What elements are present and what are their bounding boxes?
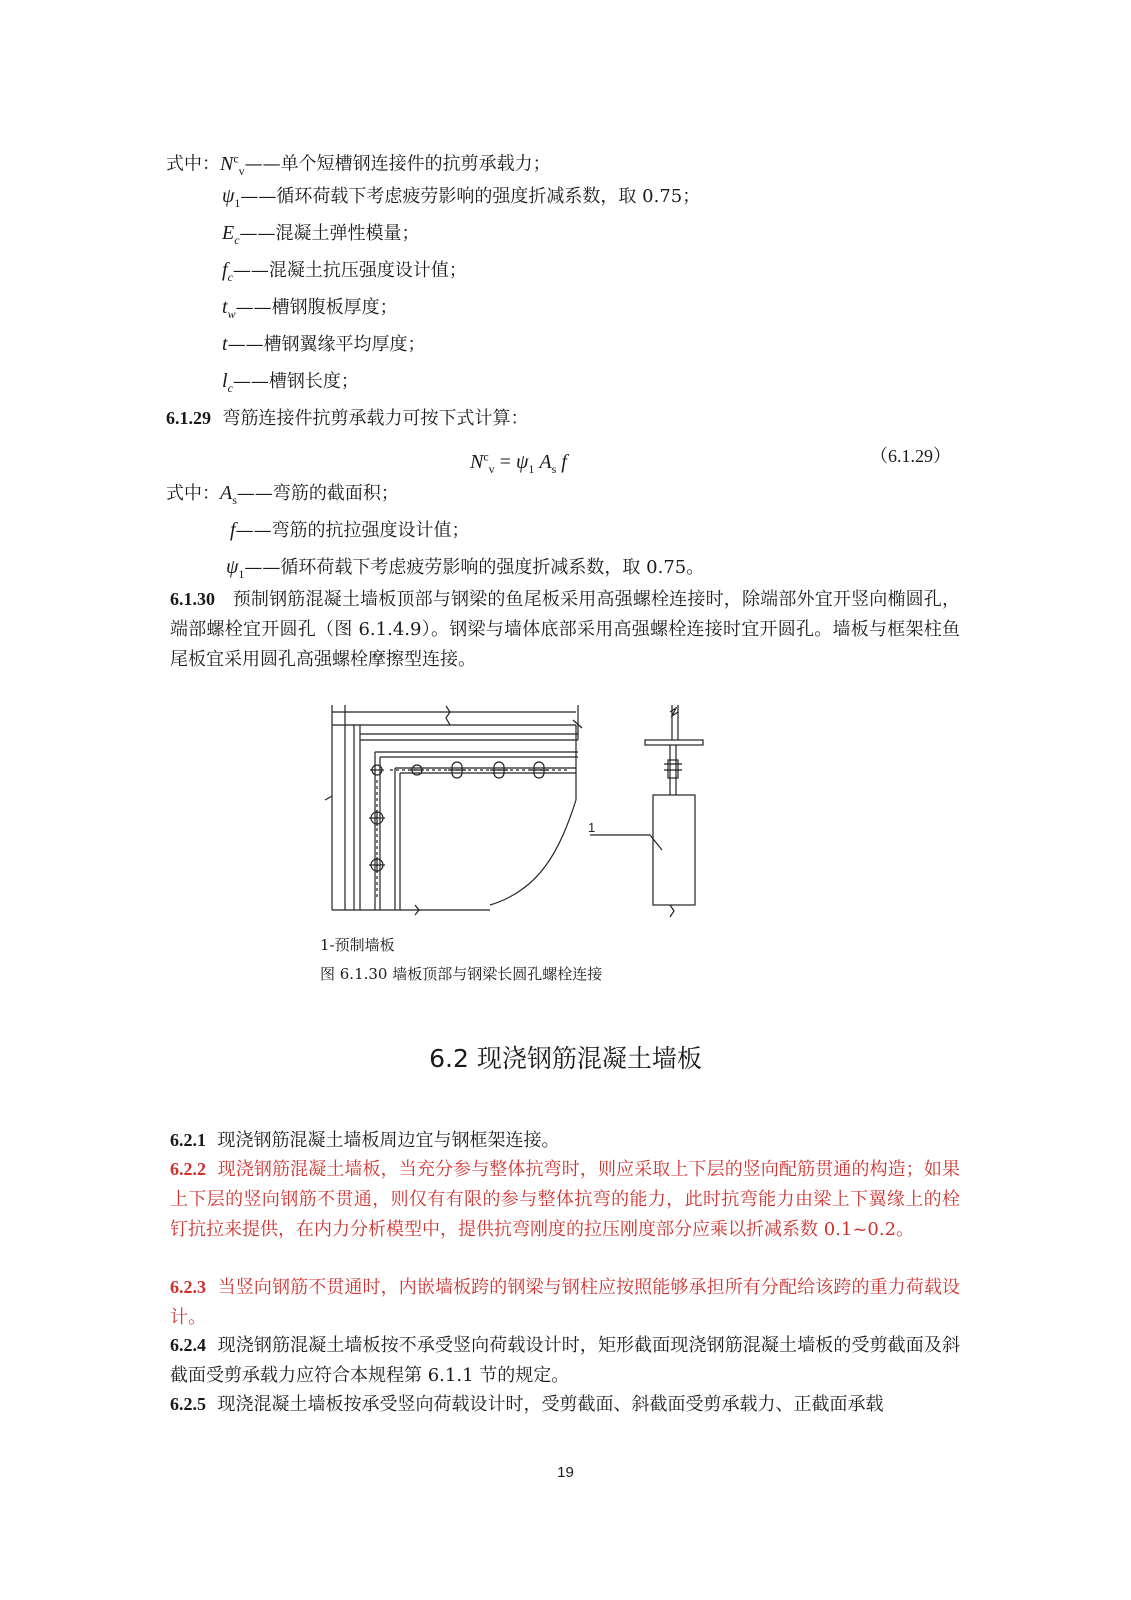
clause-6-2-4 — [170, 1330, 960, 1391]
connection-figure — [320, 700, 720, 925]
symbol-row — [222, 295, 398, 326]
symbol-row — [222, 184, 700, 215]
where-label: 式中： — [166, 483, 220, 504]
figure-caption: 图 6.1.30 墙板顶部与钢梁长圆孔螺栓连接 — [320, 965, 603, 983]
clause-text: 现浇钢筋混凝土墙板周边宜与钢框架连接。 — [217, 1130, 560, 1151]
symbol-psi1: $\psi_1$ — [226, 556, 245, 581]
clause-6-2-5 — [170, 1389, 960, 1419]
figure-callout: 1 — [588, 820, 596, 835]
clause-6-2-3 — [170, 1272, 960, 1333]
symbol-row — [222, 258, 467, 289]
symbol-t: t — [222, 333, 228, 355]
clause-6-1-29 — [166, 406, 528, 431]
symbol-ec: $E_c$ — [222, 222, 240, 247]
clause-number: 6.2.5 — [170, 1394, 206, 1414]
clause-number: 6.1.29 — [166, 408, 211, 428]
clause-number: 6.1.30 — [170, 589, 215, 609]
symbol-fc: $f_c$ — [222, 259, 233, 284]
symbol-nvc: $N^c_v$ — [220, 151, 245, 178]
symbol-row — [226, 555, 704, 586]
symbol-desc: ——弯筋的截面积； — [236, 483, 399, 504]
clause-text: 现浇混凝土墙板按承受竖向荷载设计时，受剪截面、斜截面受剪承载力、正截面承载 — [217, 1394, 884, 1415]
symbol-desc: ——槽钢翼缘平均厚度； — [227, 334, 426, 355]
symbol-f: f — [230, 519, 236, 541]
symbol-row — [222, 332, 426, 357]
symbol-desc: ——槽钢腹板厚度； — [235, 297, 398, 318]
section-title: 6.2 现浇钢筋混凝土墙板 — [429, 1044, 702, 1073]
symbol-row — [166, 146, 551, 183]
equation-number: （6.1.29） — [870, 446, 951, 466]
clause-text: 当竖向钢筋不贯通时，内嵌墙板跨的钢梁与钢柱应按照能够承担所有分配给该跨的重力荷载设计。 — [170, 1277, 960, 1328]
symbol-row — [222, 369, 359, 400]
clause-text: 预制钢筋混凝土墙板顶部与钢梁的鱼尾板采用高强螺栓连接时，除端部外宜开竖向椭圆孔，端部螺栓宜开圆孔（图 6.1.4.9）。钢梁与墙体底部采用高强螺栓连接时宜开圆孔。墙板与框架柱鱼尾板宜采用圆孔高强螺栓摩擦型连接。 — [170, 589, 960, 670]
page-number: 19 — [557, 1464, 574, 1481]
symbol-row — [166, 481, 399, 512]
figure-legend: 1-预制墙板 — [320, 936, 395, 954]
clause-number: 6.2.4 — [170, 1335, 206, 1355]
clause-number: 6.2.1 — [170, 1130, 206, 1150]
symbol-as: $A_s$ — [220, 482, 237, 507]
symbol-desc: ——槽钢长度； — [232, 371, 359, 392]
equation: $N^c_v = \psi_1$ $A_s$ f — [470, 449, 567, 476]
clause-6-2-2 — [170, 1154, 960, 1245]
clause-text: 现浇钢筋混凝土墙板按不承受竖向荷载设计时，矩形截面现浇钢筋混凝土墙板的受剪截面及斜截面受剪承载力应符合本规程第 6.1.1 节的规定。 — [170, 1335, 960, 1386]
symbol-lc: $l_c$ — [222, 370, 233, 395]
symbol-desc: ——混凝土弹性模量； — [239, 223, 420, 244]
symbol-tw: $t_w$ — [222, 296, 236, 321]
where-label: 式中： — [166, 153, 220, 175]
symbol-desc: ——循环荷载下考虑疲劳影响的强度折减系数，取 0.75。 — [244, 557, 705, 578]
clause-6-1-30 — [170, 584, 960, 675]
clause-number: 6.2.3 — [170, 1277, 206, 1297]
symbol-desc: ——单个短槽钢连接件的抗剪承载力； — [244, 153, 551, 175]
symbol-row — [222, 221, 420, 252]
symbol-desc: ——弯筋的抗拉强度设计值； — [235, 520, 470, 541]
clause-6-2-1 — [170, 1125, 960, 1156]
clause-number: 6.2.2 — [170, 1159, 206, 1179]
symbol-desc: ——循环荷载下考虑疲劳影响的强度折减系数，取 0.75； — [240, 186, 701, 207]
symbol-desc: ——混凝土抗压强度设计值； — [232, 260, 467, 281]
symbol-psi1: $\psi_1$ — [222, 185, 241, 210]
clause-text: 弯筋连接件抗剪承载力可按下式计算： — [222, 408, 529, 429]
symbol-row — [230, 518, 470, 543]
clause-text: 现浇钢筋混凝土墙板，当充分参与整体抗弯时，则应采取上下层的竖向配筋贯通的构造；如果上下层的竖向钢筋不贯通，则仅有有限的参与整体抗弯的能力，此时抗弯能力由梁上下翼缘上的栓钉抗拉来提供，在内力分析模型中，提供抗弯刚度的拉压刚度部分应乘以折减系数 0.1~0.2。 — [170, 1159, 960, 1240]
